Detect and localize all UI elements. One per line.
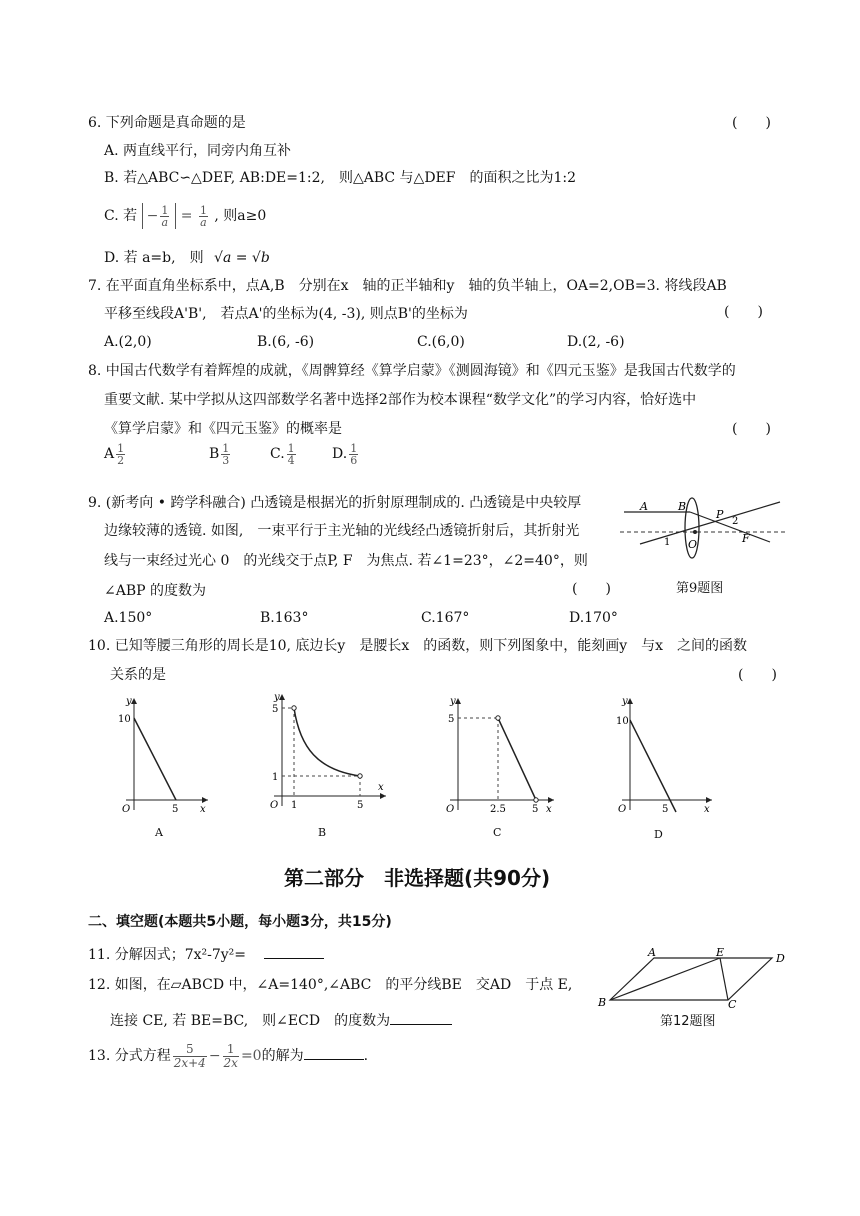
q8-option-c-frac	[287, 443, 296, 466]
q7-option-b: B.(6, -6)	[257, 334, 315, 350]
graph-c-open-point-1	[496, 716, 500, 720]
graph-b-origin: O	[270, 800, 279, 811]
q6-frac-den: a	[161, 215, 169, 229]
q8-option-d-letter: D.	[332, 446, 348, 462]
q6-option-a: A. 两直线平行，同旁内角互补	[104, 143, 292, 159]
q9-line3: 线与一束经过光心 0 的光线交于点P, F 为焦点. 若∠1=23°，∠2=40°，则	[104, 553, 588, 569]
q13-f1-den: 2x+4	[173, 1055, 206, 1070]
q12-figure-caption: 第12题图	[660, 1014, 716, 1029]
graph-c-y-label: y	[450, 696, 456, 707]
q6-answer-bracket: ( )	[732, 115, 771, 131]
q6-option-d-math: √a = √b	[214, 250, 270, 266]
graph-a-x-label: x	[200, 804, 206, 815]
q8-b-den: 3	[222, 453, 230, 467]
q6-frac-right-num: 1	[199, 203, 207, 217]
q8-option-c	[270, 440, 298, 468]
q11-text	[88, 944, 324, 964]
q8-a-num: 1	[117, 441, 125, 455]
q8-option-a	[104, 440, 127, 468]
graph-a-x-arrow	[202, 797, 208, 803]
q12-parallelogram-figure	[596, 946, 816, 1008]
q9-option-c: C.167°	[421, 610, 470, 626]
q6-option-c-prefix: C. 若	[104, 208, 138, 224]
q6-option-c-suffix: , 则a≥0	[214, 208, 267, 224]
section-fill-blank-heading: 二、填空题(本题共5小题，每小题3分，共15分)	[88, 914, 392, 930]
q8-option-a-frac	[116, 443, 125, 466]
graph-c-x-arrow	[548, 797, 554, 803]
graph-b-x-tick-5: 5	[357, 800, 364, 811]
q12-segment-ec	[720, 958, 728, 1000]
q9-lens-figure	[620, 490, 790, 570]
q9-line2: 边缘较薄的透镜. 如图, 一束平行于主光轴的光线经凸透镜折射后，其折射光	[104, 523, 580, 539]
graph-c-x-label: x	[546, 804, 552, 815]
q9-label-f: F	[742, 532, 750, 545]
graph-d-y-tick: 10	[616, 716, 629, 727]
graph-c-open-point-2	[534, 798, 538, 802]
q9-label-b: B	[678, 500, 687, 513]
q8-option-b	[209, 440, 232, 468]
q9-point-o	[693, 530, 697, 534]
graph-c-y-arrow	[455, 698, 461, 704]
q12-label-e: E	[716, 946, 725, 959]
q8-option-b-letter: B	[209, 446, 220, 462]
graph-d-origin: O	[618, 804, 627, 815]
q9-option-b: B.163°	[260, 610, 309, 626]
q6-abs-expression	[142, 203, 177, 229]
graph-a-y-arrow	[131, 698, 137, 704]
q8-line3: 《算学启蒙》和《四元玉鉴》的概率是	[104, 421, 342, 437]
q9-line1: 9. (新考向 • 跨学科融合) 凸透镜是根据光的折射原理制成的. 凸透镜是中央较厚	[88, 495, 582, 511]
q12-label-b: B	[598, 996, 607, 1008]
q7-line2: 平移至线段A'B', 若点A'的坐标为(4, -3), 则点B'的坐标为	[104, 306, 468, 322]
q9-option-a: A.150°	[104, 610, 153, 626]
q6-frac-right-den: a	[200, 215, 207, 229]
graph-c-x-tick-25: 2.5	[490, 804, 506, 815]
graph-a-x-tick: 5	[172, 804, 179, 815]
q13-answer-blank[interactable]	[304, 1045, 364, 1060]
q6-stem: 6. 下列命题是真命题的是	[88, 115, 246, 131]
q12-line2	[110, 1010, 452, 1030]
graph-a-y-tick: 10	[118, 714, 131, 725]
q8-option-d-frac	[349, 443, 358, 466]
q13-f1-num: 5	[173, 1043, 207, 1057]
q7-option-a: A.(2,0)	[104, 334, 152, 350]
graph-d-x-label: x	[704, 804, 710, 815]
q7-option-c: C.(6,0)	[417, 334, 465, 350]
q12-line1: 12. 如图，在▱ABCD 中，∠A=140°,∠ABC 的平分线BE 交AD 于点 E,	[88, 977, 573, 993]
graph-b-x-label: x	[378, 782, 384, 793]
q9-figure-caption: 第9题图	[676, 581, 724, 596]
q8-line1: 8. 中国古代数学有着辉煌的成就，《周髀算经《算学启蒙》《测圆海镜》和《四元玉鉴》是我国古代数学的	[88, 363, 736, 379]
graph-a-y-label: y	[126, 696, 132, 707]
q9-option-d: D.170°	[569, 610, 618, 626]
q12-label-a: A	[648, 946, 656, 959]
graph-b-caption: B	[318, 826, 327, 839]
q12-label-c: C	[728, 998, 737, 1008]
q6-fraction	[160, 205, 169, 228]
q9-angle-2: 2	[732, 516, 739, 527]
q10-graph-c	[440, 694, 560, 818]
q8-d-den: 6	[350, 453, 358, 467]
q12-line2-text: 连接 CE, 若 BE=BC, 则∠ECD 的度数为	[110, 1013, 391, 1029]
q7-answer-bracket: ( )	[724, 304, 763, 320]
graph-a-line	[134, 718, 176, 800]
q6-option-b: B. 若△ABC∽△DEF, AB:DE=1:2, 则△ABC 与△DEF 的面积之比为1:2	[104, 170, 577, 186]
q9-angle-1: 1	[664, 537, 671, 548]
q13-f2-num: 1	[223, 1043, 239, 1057]
q10-graph-d	[612, 694, 716, 818]
q12-label-d: D	[776, 952, 785, 965]
graph-d-line	[630, 720, 676, 812]
graph-d-caption: D	[654, 828, 663, 841]
q13-fraction-1	[173, 1043, 207, 1070]
graph-b-y-label: y	[274, 692, 280, 703]
q8-c-den: 4	[287, 453, 295, 467]
q9-label-a: A	[640, 500, 648, 513]
graph-d-y-arrow	[627, 698, 633, 704]
q10-line2: 关系的是	[110, 667, 166, 683]
graph-c-origin: O	[446, 804, 455, 815]
graph-b-y-arrow	[279, 694, 285, 700]
q10-line1: 10. 已知等腰三角形的周长是10, 底边长y 是腰长x 的函数，则下列图象中，能刻画y 与x 之间的函数	[88, 638, 748, 654]
graph-c-line	[498, 718, 536, 800]
q13-period: .	[363, 1048, 369, 1064]
graph-d-x-tick: 5	[662, 804, 669, 815]
q13-equals-zero: =0	[240, 1048, 262, 1064]
q8-option-a-letter: A	[104, 446, 115, 462]
graph-b-x-arrow	[380, 793, 386, 799]
q13-f2-den: 2x	[223, 1055, 238, 1070]
q7-line1: 7. 在平面直角坐标系中，点A,B 分别在x 轴的正半轴和y 轴的负半轴上，OA=2,OB=3. 将线段AB	[88, 278, 727, 294]
graph-d-x-arrow	[706, 797, 712, 803]
q8-option-b-frac	[221, 443, 230, 466]
graph-a-caption: A	[155, 826, 163, 839]
q8-option-c-letter: C.	[270, 446, 285, 462]
q6-frac-num: 1	[161, 203, 169, 217]
graph-c-y-tick: 5	[448, 714, 455, 725]
q8-option-d	[332, 440, 360, 468]
q12-answer-blank[interactable]	[390, 1010, 452, 1025]
q11-answer-blank[interactable]	[264, 944, 324, 959]
graph-b-x-tick-1: 1	[291, 800, 298, 811]
q13-suffix: 的解为	[261, 1048, 304, 1064]
q11-stem: 11. 分解因式；7x²-7y²=	[88, 947, 247, 963]
q9-label-p: P	[716, 508, 724, 521]
q8-c-num: 1	[287, 441, 295, 455]
q10-graph-a	[112, 694, 212, 818]
q6-minus: −	[146, 208, 159, 224]
q10-graph-b	[260, 690, 390, 814]
q8-line2: 重要文献. 某中学拟从这四部数学名著中选择2部作为校本课程“数学文化”的学习内容，恰好选中	[104, 392, 697, 408]
q6-equals: =	[180, 208, 193, 224]
q6-option-c	[104, 203, 266, 229]
q13-prefix: 13. 分式方程	[88, 1048, 171, 1064]
q6-option-d-prefix: D. 若 a=b, 则	[104, 250, 204, 266]
graph-c-caption: C	[493, 826, 502, 839]
q6-option-d	[104, 249, 270, 267]
q10-answer-bracket: ( )	[738, 667, 777, 683]
q13-minus: −	[208, 1048, 221, 1064]
q9-answer-bracket: ( )	[572, 581, 611, 597]
graph-b-y-tick-5: 5	[272, 704, 279, 715]
graph-a-origin: O	[122, 804, 131, 815]
q6-fraction-right	[199, 205, 208, 228]
q9-label-o: O	[688, 538, 698, 551]
q7-option-d: D.(2, -6)	[567, 334, 625, 350]
q8-answer-bracket: ( )	[732, 421, 771, 437]
graph-b-y-tick-1: 1	[272, 772, 279, 783]
graph-b-open-point-2	[358, 774, 362, 778]
graph-c-x-tick-5: 5	[532, 804, 539, 815]
q9-line4: ∠ABP 的度数为	[104, 583, 206, 599]
q13-line	[88, 1036, 368, 1076]
q12-parallelogram	[610, 958, 772, 1000]
q13-fraction-2	[223, 1043, 239, 1070]
q12-segment-be	[610, 958, 720, 1000]
part2-title: 第二部分 非选择题(共90分)	[284, 866, 551, 890]
q8-a-den: 2	[117, 453, 125, 467]
graph-b-open-point-1	[292, 706, 296, 710]
q8-b-num: 1	[222, 441, 230, 455]
q8-d-num: 1	[350, 441, 358, 455]
graph-d-y-label: y	[622, 696, 628, 707]
graph-b-curve	[294, 708, 360, 776]
